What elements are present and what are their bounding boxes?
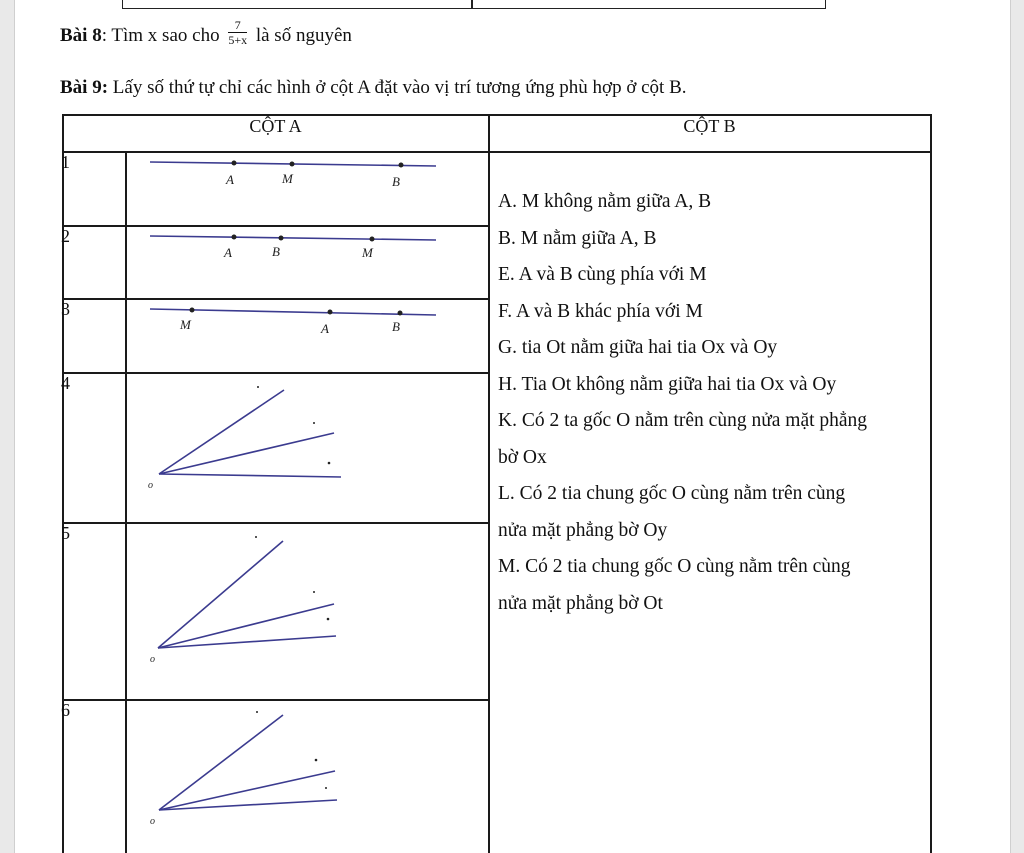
figure-3-point-b xyxy=(398,311,403,316)
column-b-item: H. Tia Ot không nằm giữa hai tia Ox và Oy xyxy=(498,373,837,395)
figure-4-mark-lower xyxy=(328,462,331,465)
figure-6-ray-lower xyxy=(159,800,337,810)
figure-2-point-a xyxy=(232,235,237,240)
figure-5-mark-upper xyxy=(255,536,257,538)
previous-table-divider xyxy=(471,0,473,8)
figure-4-rays xyxy=(126,373,488,521)
figure-3-line-points xyxy=(126,299,488,371)
column-b-item: E. A và B cùng phía với M xyxy=(498,264,707,285)
column-b-item: nửa mặt phẳng bờ Ot xyxy=(498,592,663,614)
figure-2-label-a: A xyxy=(224,245,232,260)
column-b-item: M. Có 2 tia chung gốc O cùng nằm trên cùng xyxy=(498,556,851,577)
figure-3-label-b: B xyxy=(392,319,400,334)
figure-5-mark-lower xyxy=(327,618,330,621)
figure-4-ray-upper xyxy=(159,390,284,474)
figure-2-point-b xyxy=(279,236,284,241)
exercise-9-text: Lấy số thứ tự chỉ các hình ở cột A đặt vào vị trí tương ứng phù hợp ở cột B. xyxy=(112,77,687,98)
figure-6-mark-middle xyxy=(315,759,318,762)
figure-4-mark-middle xyxy=(313,422,315,424)
column-b-item: bờ Ox xyxy=(498,446,547,468)
row-number-4: 4 xyxy=(61,373,70,393)
column-b-item: K. Có 2 ta gốc O nằm trên cùng nửa mặt phẳng xyxy=(498,410,868,431)
row-number-3: 3 xyxy=(61,299,70,319)
column-b-item: nửa mặt phẳng bờ Oy xyxy=(498,519,668,541)
figure-4-ray-middle xyxy=(159,433,334,474)
figure-1-point-m xyxy=(290,162,295,167)
exercise-8-text-after: là số nguyên xyxy=(255,24,352,46)
figure-6-mark-lower xyxy=(325,787,327,789)
figure-3-point-m xyxy=(190,308,195,313)
row-number-1: 1 xyxy=(61,152,70,172)
figure-5-vertex-label: o xyxy=(150,654,155,665)
exercise-9 xyxy=(60,77,687,99)
fraction-numerator: 7 xyxy=(228,18,247,33)
column-b-list xyxy=(498,184,924,622)
figure-1-label-b: B xyxy=(392,174,400,189)
column-b-item: A. M không nằm giữa A, B xyxy=(498,191,712,212)
figure-2-line xyxy=(150,236,436,240)
figure-1-label-a: A xyxy=(226,172,234,187)
figure-6-vertex-label: o xyxy=(150,816,155,827)
previous-table-bottom xyxy=(122,0,826,9)
figure-3-point-a xyxy=(328,310,333,315)
figure-1-point-b xyxy=(399,163,404,168)
column-b-item: B. M nằm giữa A, B xyxy=(498,227,657,249)
figure-1-point-a xyxy=(232,161,237,166)
figure-2-line-points xyxy=(126,226,488,298)
column-b-item: G. tia Ot nằm giữa hai tia Ox và Oy xyxy=(498,337,778,358)
column-a-header: CỘT A xyxy=(249,116,302,136)
row-number-6: 6 xyxy=(61,700,70,720)
figure-1-label-m: M xyxy=(282,171,293,186)
figure-2-point-m xyxy=(370,237,375,242)
column-b-header: CỘT B xyxy=(683,116,736,136)
figure-2-label-m: M xyxy=(362,245,373,260)
figure-1-line-points xyxy=(126,152,488,224)
exercise-9-label: Bài 9: xyxy=(60,77,109,98)
figure-4-vertex-label: o xyxy=(148,480,153,491)
column-b-item: L. Có 2 tia chung gốc O cùng nằm trên cùng xyxy=(498,483,846,504)
fraction xyxy=(228,18,247,47)
figure-2-label-b: B xyxy=(272,244,280,259)
figure-5-rays xyxy=(126,523,488,698)
table-border-right xyxy=(930,114,932,853)
row-number-2: 2 xyxy=(61,226,70,246)
figure-4-mark-upper xyxy=(257,386,259,388)
exercise-8 xyxy=(60,18,352,51)
exercise-8-label: Bài 8 xyxy=(60,24,102,46)
row-number-5: 5 xyxy=(61,523,70,543)
figure-3-label-a: A xyxy=(321,321,329,336)
exercise-8-text: : Tìm x sao cho xyxy=(101,24,220,46)
column-b-item: F. A và B khác phía với M xyxy=(498,300,703,322)
figure-5-mark-middle xyxy=(313,591,315,593)
figure-6-mark-upper xyxy=(256,711,258,713)
figure-4-ray-lower xyxy=(159,474,341,477)
fraction-denominator: 5+x xyxy=(228,33,248,47)
figure-6-rays xyxy=(126,700,488,853)
figure-3-label-m: M xyxy=(180,317,191,332)
